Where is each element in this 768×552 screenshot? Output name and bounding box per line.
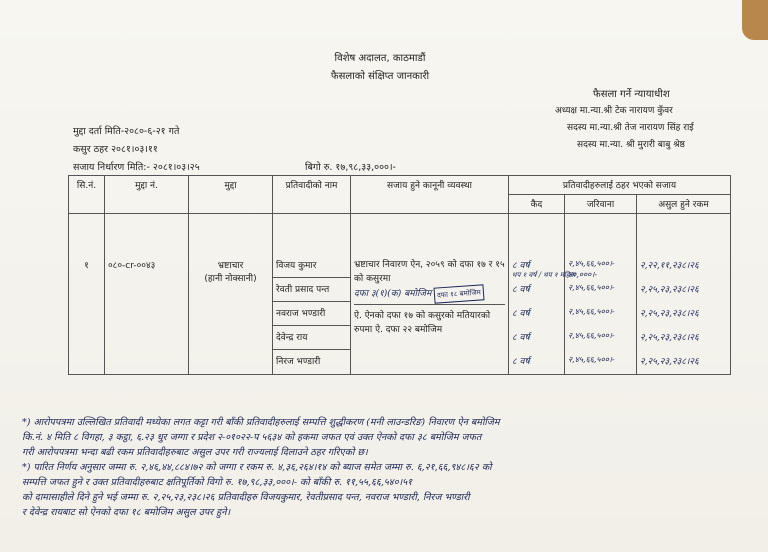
recovery-amount: २,२५,२३,२३८।२६ (640, 309, 699, 319)
fine-amount: २,४५,६६,५००।- (568, 307, 615, 316)
case-type: भ्रष्टाचार (217, 261, 244, 271)
recovery-amount: २,२५,२३,२३८।२६ (640, 357, 699, 367)
fine-amount: २,४५,६६,५००।- (568, 283, 615, 292)
header-law: सजाय हुने कानूनी व्यवस्था (351, 176, 509, 214)
crime-determination-date: कसुर ठहर २०८१।०३।११ (73, 144, 158, 155)
note-line: कि.नं. ४ मिति ८ विगहा, ३ कट्ठा, ६.२३ धुर जग्गा र प्रदेश २-०१०२२-प ५६३४ को हकमा जफत एवं उक्त ऐनको दफा ३८ बमोजिम जफत (22, 432, 482, 443)
fine-amount: २,४५,६६,५००।- ४०,०००।- (568, 259, 615, 279)
row-case (189, 214, 273, 375)
recovery-amount: २,२५,२३,२३८।२६ (640, 333, 699, 343)
defendants-cell (273, 214, 351, 375)
recovery-cell (637, 214, 731, 375)
header-recovery: असुल हुने रकम (637, 195, 731, 214)
header-case: मुद्दा (189, 176, 273, 214)
judges-heading: फैसला गर्ने न्यायाधीश (593, 89, 670, 100)
header-defendant: प्रतिवादीको नाम (273, 176, 351, 214)
note-line: को दामासाहीले दिने हुने भई जम्मा रु. २,२५,२३,२३८।२६ प्रतिवादीहरु विजयकुमार, रेवतीप्रसाद पन्त, नवराज भण्डारी, निरज भण्डारी (22, 492, 470, 503)
defendant-name: विजय कुमार (273, 214, 350, 278)
registration-date: मुद्दा दर्ता मिति-२०८०-६-२१ गते (73, 126, 180, 137)
defendant-name: रेवती प्रसाद पन्त (273, 278, 350, 302)
row-case-no: ०८०-cr-००४३ (105, 214, 189, 375)
judge-chair: अध्यक्ष मा.न्या.श्री टेक नारायण कुँवर (555, 106, 673, 116)
jail-term: ८ वर्ष (512, 285, 530, 295)
law-boxed-note: दफा १८ बमोजिम (434, 284, 485, 303)
page-corner-tab (742, 0, 768, 40)
case-table (68, 175, 731, 375)
note-line: सम्पत्ति जफत हुने र उक्त प्रतिवादीहरुबाट क्षतिपूर्तिको विगो रु. १७,९८,३३,०००।- को बाँकी रु. ११,५५,६६,५४०।५१ (22, 477, 413, 488)
jail-extra: थप १ वर्ष / थप १ महिना (512, 271, 576, 279)
note-line: *) आरोपपत्रमा उल्लिखित प्रतिवादी मध्येका लगत कट्टा गरी बाँकी प्रतिवादीहरुलाई सम्पत्ति शुद्धीकरण (मनी लाउन्डरिङ) निवारण ऐन बमोजिम (22, 417, 500, 428)
table-row (69, 214, 731, 375)
defendant-name: निरज भण्डारी (276, 357, 321, 367)
jail-term: ८ वर्ष (512, 333, 530, 343)
header-jail: कैद (509, 195, 565, 214)
row-sn: १ (69, 214, 105, 375)
header-penalty-group: प्रतिवादीहरुलाई ठहर भएको सजाय (509, 176, 731, 195)
handwritten-notes (22, 415, 747, 520)
judges-block (555, 86, 694, 154)
fine-amount: २,४५,६६,५००।- (568, 355, 615, 364)
fine-cell (565, 214, 637, 375)
bigo-amount: बिगो रु. १७,९८,३३,०००।- (305, 162, 396, 173)
note-line: गरी आरोपपत्रमा भन्दा बढी रकम प्रतिवादीहरुबाट असुल उपर गरी राज्यलाई दिलाउने ठहर गरिएको छ। (22, 447, 368, 458)
sentence-date: सजाय निर्धारण मिति:- २०८१।०३।२५ (73, 162, 200, 173)
judge-member-2: सदस्य मा.न्या. श्री मुरारी बाबु श्रेष्ठ (577, 140, 685, 150)
jail-term: ८ वर्ष (512, 309, 530, 319)
recovery-amount: २,२२,११,२३८।२६ (640, 261, 699, 271)
defendant-name: देवेन्द्र राय (273, 326, 350, 350)
defendant-name: नवराज भण्डारी (273, 302, 350, 326)
jail-term (509, 214, 576, 279)
fine-amount: २,४५,६६,५००।- (568, 331, 615, 340)
judge-member-1: सदस्य मा.न्या.श्री तेज नारायण सिंह राई (567, 123, 694, 133)
note-line: *) पारित निर्णय अनुसार जम्मा रु. २,४६,४४,८८४।७२ को जग्गा र रकम रु. ४,३६,२६४।१४ को ब्याज समेत जम्मा रु. ६,२१,६६,९४८।६२ को (22, 462, 492, 473)
law-handwritten-note: दफा ३(१)(क) बमोजिम (354, 289, 432, 299)
court-name: विशेष अदालत, काठमाडौं (334, 53, 426, 64)
note-line: र देवेन्द्र रायबाट सो ऐनको दफा १८ बमोजिम असुल उपर हुने। (22, 507, 231, 518)
jail-value: ८ वर्ष (512, 261, 530, 271)
law-provision-1-handwritten (354, 286, 505, 302)
jail-cell (509, 214, 576, 375)
law-cell (351, 214, 509, 375)
law-provision-1: भ्रष्टाचार निवारण ऐन, २०५९ को दफा १७ र १५ को कसुरमा (354, 260, 505, 284)
header-sn: सि.नं. (69, 176, 105, 214)
header-case-no: मुद्दा नं. (105, 176, 189, 214)
recovery-amount: २,२५,२३,२३८।२६ (640, 285, 699, 295)
header-fine: जरिवाना (565, 195, 637, 214)
case-subtype: (हानी नोक्सानी) (204, 274, 257, 284)
document-title: फैसलाको संक्षिप्त जानकारी (330, 71, 430, 82)
jail-term: ८ वर्ष (512, 357, 530, 367)
law-provision-2: ऐ. ऐनको दफा १७ को कसुरको मतियारको रुपमा ऐ. दफा २२ बमोजिम (354, 304, 505, 337)
